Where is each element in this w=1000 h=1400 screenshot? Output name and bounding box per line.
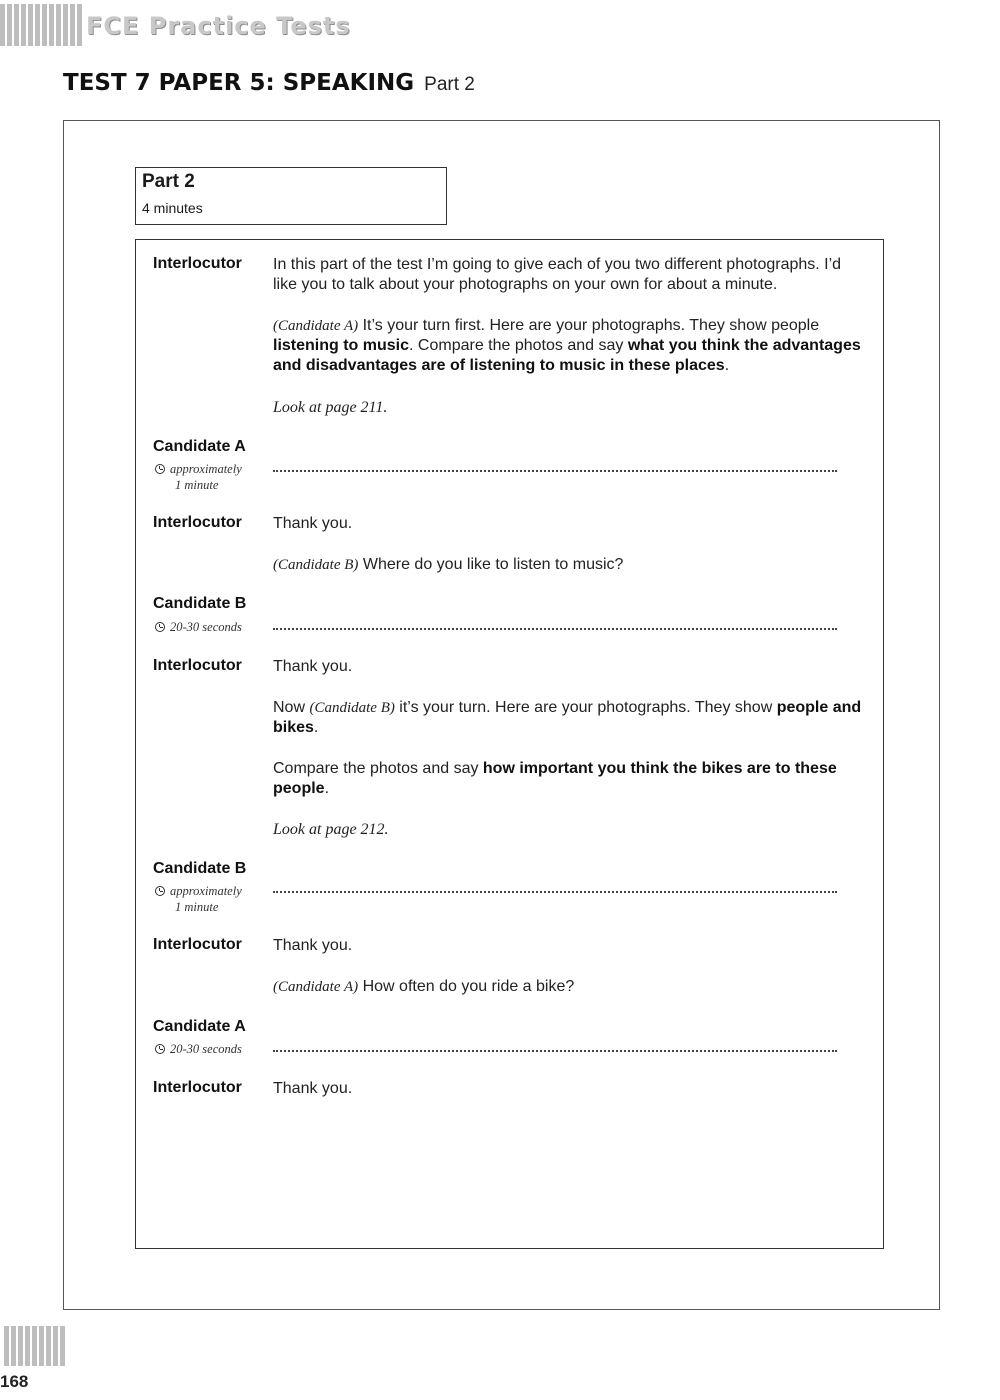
- script-paragraph: [273, 555, 869, 575]
- page-reference: Look at page 212.: [273, 821, 389, 838]
- script-paragraph: [273, 977, 869, 997]
- bold-text: listening to music: [273, 337, 410, 354]
- speaker-label: Interlocutor: [153, 657, 242, 674]
- text-span: Where do you like to listen to music?: [358, 556, 624, 573]
- part-duration: 4 minutes: [142, 200, 203, 216]
- timing-text: approximately: [170, 462, 242, 476]
- candidate-cue: (Candidate B): [273, 557, 359, 573]
- text-span: .: [313, 719, 319, 736]
- clock-icon: [155, 622, 165, 632]
- timing-note: [155, 461, 265, 493]
- speaker-label: Interlocutor: [153, 1079, 242, 1096]
- text-span: Compare the photos and say: [273, 760, 483, 777]
- clock-icon: [155, 1044, 165, 1054]
- text-span: It’s your turn first. Here are your photographs. They show people: [358, 317, 820, 334]
- heading-sub: Part 2: [424, 74, 475, 95]
- text-span: . Compare the photos and say: [409, 337, 628, 354]
- timing-note: [155, 1041, 265, 1057]
- text-span: Now: [273, 699, 310, 716]
- text-span: .: [324, 780, 330, 797]
- page-reference: Look at page 211.: [273, 399, 388, 416]
- script-paragraph: [273, 316, 869, 376]
- bold-text: what you think the advantages and disadvantages are of listening to music in these places: [273, 337, 861, 374]
- book-title: FCE Practice Tests: [86, 12, 351, 40]
- answer-dotted-line: [273, 1050, 837, 1052]
- text-span: How often do you ride a bike?: [358, 978, 575, 995]
- bold-text: how important you think the bikes are to these people: [273, 760, 837, 797]
- timing-text: 20-30 seconds: [170, 1042, 242, 1056]
- timing-text: approximately: [170, 884, 242, 898]
- part-title: Part 2: [142, 171, 195, 192]
- candidate-cue: (Candidate B): [309, 700, 395, 716]
- script-paragraph: Thank you.: [273, 515, 353, 532]
- text-span: it’s your turn. Here are your photographs. They show: [394, 699, 777, 716]
- page-heading: [63, 70, 475, 96]
- candidate-cue: (Candidate A): [273, 318, 359, 334]
- script-paragraph: In this part of the test I’m going to give each of you two different photographs. I’d like you to talk about your photographs on your own for about a minute.: [273, 256, 842, 293]
- speaker-label: Interlocutor: [153, 255, 242, 272]
- timing-note: [155, 883, 265, 915]
- script-paragraph: [273, 759, 869, 799]
- timing-text: 1 minute: [175, 478, 219, 492]
- script-paragraph: Thank you.: [273, 1080, 353, 1097]
- header-stripes: [0, 4, 82, 46]
- footer-stripes: [4, 1326, 65, 1366]
- speaker-label: Candidate B: [153, 860, 247, 877]
- speaker-label: Interlocutor: [153, 514, 242, 531]
- speaker-label: Interlocutor: [153, 936, 242, 953]
- timing-text: 20-30 seconds: [170, 620, 242, 634]
- script-paragraph: [273, 698, 869, 738]
- page-number: 168: [0, 1372, 29, 1391]
- answer-dotted-line: [273, 470, 837, 472]
- clock-icon: [155, 464, 165, 474]
- speaker-label: Candidate A: [153, 438, 246, 455]
- answer-dotted-line: [273, 891, 837, 893]
- text-span: .: [724, 357, 730, 374]
- answer-dotted-line: [273, 628, 837, 630]
- part-box: [135, 167, 447, 225]
- script-paragraph: Thank you.: [273, 937, 353, 954]
- script-paragraph: Thank you.: [273, 658, 353, 675]
- heading-main: TEST 7 PAPER 5: SPEAKING: [63, 70, 415, 96]
- speaker-label: Candidate A: [153, 1018, 246, 1035]
- timing-note: [155, 619, 265, 635]
- candidate-cue: (Candidate A): [273, 979, 359, 995]
- bold-text: people and bikes: [273, 699, 862, 736]
- clock-icon: [155, 886, 165, 896]
- timing-text: 1 minute: [175, 900, 219, 914]
- speaker-label: Candidate B: [153, 595, 247, 612]
